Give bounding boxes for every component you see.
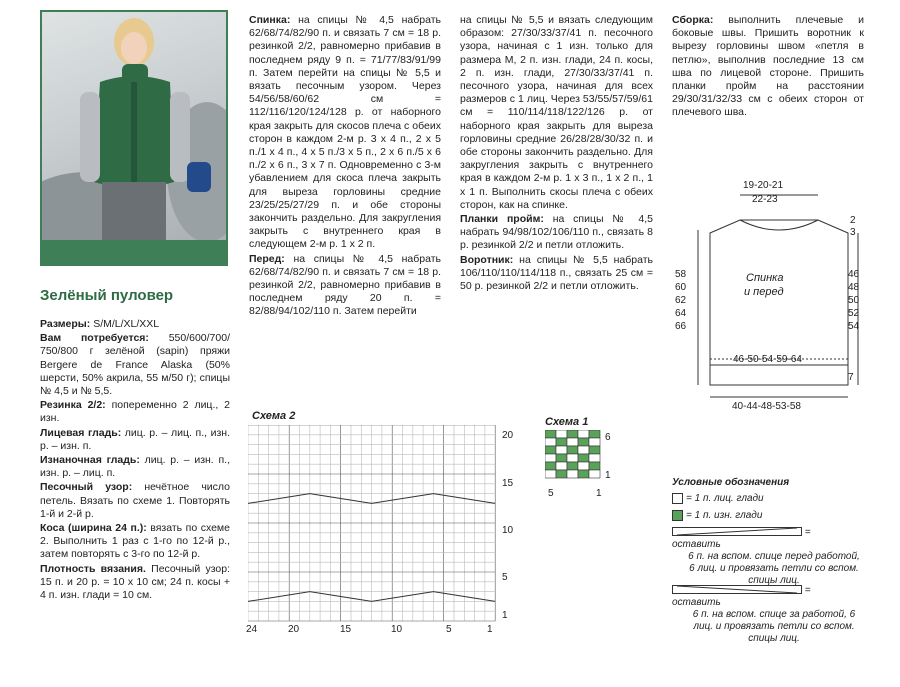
- garment-schematic: [670, 175, 870, 425]
- cable-front-icon: [672, 527, 802, 537]
- schema1-cell: [567, 438, 578, 446]
- schema1-cell: [545, 470, 556, 478]
- cable-line: Коса (ширина 24 п.): вязать по схеме 2. Выполнить 1 раз с 1-го по 12-й р., затем повторять с 3-го по 12-й р.: [40, 522, 230, 561]
- shoulder-dim-b: 3: [850, 227, 856, 238]
- schema2-y-tick: 5: [502, 572, 508, 583]
- schema1-cell: [589, 454, 600, 462]
- neck-top-dim: 19-20-21: [743, 180, 784, 191]
- schema1-cell: [545, 462, 556, 470]
- schema2-x-tick: 20: [288, 624, 300, 635]
- dimension-value: 64: [675, 308, 687, 319]
- chest-dim: 46-50-54-59-64: [733, 354, 802, 365]
- materials-column: [40, 318, 230, 603]
- schema2-x-tick: 24: [246, 624, 258, 635]
- schema1-cell: [578, 454, 589, 462]
- dimension-value: 52: [848, 308, 860, 319]
- rib-dim: 7: [848, 372, 854, 383]
- schema2-grid: [248, 425, 498, 625]
- legend-knit: = 1 п. лиц. глади: [672, 493, 764, 505]
- stockinette-line: Лицевая гладь: лиц. р. – лиц. п., изн. р. – изн. п.: [40, 426, 231, 452]
- schema1-cell: [567, 470, 578, 478]
- schema1-cell: [589, 462, 600, 470]
- schema1-col-right: 1: [596, 488, 602, 499]
- schema1-col-left: 5: [548, 488, 554, 499]
- schema2-x-tick: 10: [391, 624, 403, 635]
- schema1-cell: [578, 462, 589, 470]
- photo-scene: [42, 12, 226, 240]
- dimension-value: 60: [675, 282, 687, 293]
- schema1-cell: [567, 454, 578, 462]
- pattern-title: Зелёный пуловер: [40, 287, 174, 304]
- density-line: Плотность вязания. Песочный узор: 15 п. и 20 р. = 10 х 10 см; 24 п. косы + 4 п. изн. глади = 10 см.: [40, 562, 230, 602]
- schema1-cell: [545, 446, 556, 454]
- schema1-cell: [556, 430, 567, 438]
- schema1-cell: [556, 470, 567, 478]
- legend-purl: = 1 п. изн. глади: [672, 510, 762, 522]
- schema2-title: Схема 2: [252, 410, 296, 422]
- purl-icon: [672, 510, 683, 521]
- legend-title: Условные обозначения: [672, 477, 790, 488]
- model-photo-icon: [42, 12, 226, 240]
- materials-line: Вам потребуется: 550/600/700/ 750/800 г зелёной (sapin) пряжи Bergere de France Alaska (50% шерсти, 50% акрила, 55 м/50 г); спицы № 4,5 и № 5,5.: [40, 332, 230, 398]
- schema1-grid: [545, 430, 605, 480]
- dimension-value: 50: [848, 295, 860, 306]
- dimension-value: 58: [675, 269, 687, 280]
- dimension-value: 54: [848, 321, 860, 332]
- schema2-y-tick: 15: [502, 478, 514, 489]
- rib-line: Резинка 2/2: попеременно 2 лиц., 2 изн.: [40, 399, 231, 425]
- schema1-cell: [578, 446, 589, 454]
- neck-bottom-dim: 22-23: [752, 194, 778, 205]
- schema1-cell: [556, 446, 567, 454]
- schema1-cell: [545, 430, 556, 438]
- right-dimensions: [848, 268, 859, 333]
- schema1-cell: [567, 430, 578, 438]
- collar-section: Воротник: на спицы № 5,5 набрать 106/110/110/114/118 п., связать 25 см = 50 р. резинкой 2/2 и петли отложить.: [460, 253, 653, 293]
- sizes-line: Размеры: S/M/L/XL/XXL: [40, 318, 160, 330]
- front-continued-column: [460, 14, 653, 294]
- schema1-cell: [578, 470, 589, 478]
- dimension-value: 48: [848, 282, 860, 293]
- schema1-cell: [589, 430, 600, 438]
- dimension-value: 46: [848, 269, 860, 280]
- schema1-cell: [589, 446, 600, 454]
- dimension-value: 62: [675, 295, 687, 306]
- schema1-cell: [556, 462, 567, 470]
- schema1-cell: [545, 438, 556, 446]
- schema1-cell: [567, 462, 578, 470]
- schema2-y-tick: 20: [502, 430, 514, 441]
- shoulder-dim-a: 2: [850, 215, 856, 226]
- schema1-cell: [556, 438, 567, 446]
- schema2-x-tick: 15: [340, 624, 352, 635]
- sand-line: Песочный узор: нечётное число петель. Вязать по схеме 1. Повторять 1-й и 2-й р.: [40, 481, 230, 520]
- schema1-cell: [589, 470, 600, 478]
- schema1-cell: [578, 430, 589, 438]
- schema1-row-bottom: 1: [605, 470, 611, 481]
- schema1-cell: [589, 438, 600, 446]
- schema1-title: Схема 1: [545, 416, 589, 428]
- dimension-value: 66: [675, 321, 687, 332]
- armhole-section: Планки пройм: на спицы № 4,5 набрать 94/98/102/106/110 п., связать 8 р. резинкой 2/2 и петли отложить.: [460, 213, 653, 252]
- front-continued: на спицы № 5,5 и вязать следующим образом: 27/30/33/37/41 п. песочного узора, начиная с 1 изн. только для размера M, 2 п. изн. глади, 24 п. косы, 2 п. изн. глади, 27/30/33/37/41 п. песочного узора, начиная для всех размеров с 1 лиц. Через 53/55/57/59/61 см = 110/114/118/122/126 р. от наборного края закрыть для выреза горловины средние 26/28/28/30/32 п. и обе стороны закончить раздельно. Для закругления закрыть с внутреннего края в каждом 2-м р. 1 х 3 п., 1 х 2 п., 1 х 1 п. Выполнить скосы плеча с обеих сторон, как на спинке.: [460, 14, 653, 211]
- legend-cable-back: = оставить 6 п. на вспом. спице за работой, 6 лиц. и провязать петли со вспом. спицы лиц.: [672, 585, 856, 644]
- assembly-column: [672, 14, 864, 121]
- schema2-x-tick: 5: [446, 624, 452, 635]
- left-dimensions: [675, 268, 686, 333]
- assembly-section: Сборка: выполнить плечевые и боковые швы. Пришить воротник к вырезу горловины швом «петля в петлю», выполнив последние 13 см шва по лицевой стороне. Пришить планки пройм на расстоянии 29/30/31/32/33 см с обеих сторон от плечевого шва.: [672, 14, 864, 119]
- knit-icon: [672, 493, 683, 504]
- schema2-y-tick: 10: [502, 525, 514, 536]
- schema2-y-tick: 1: [502, 610, 508, 621]
- schema1-cell: [556, 454, 567, 462]
- schema1-cell: [567, 446, 578, 454]
- bottom-dim: 40-44-48-53-58: [732, 401, 801, 412]
- back-front-column: [249, 14, 441, 320]
- piece-label-2: и перед: [744, 286, 784, 298]
- schema2-x-tick: 1: [487, 624, 493, 635]
- cable-back-icon: [672, 585, 802, 595]
- front-section: Перед: на спицы № 4,5 набрать 62/68/74/82/90 п. и связать 7 см = 18 р. резинкой 2/2, равномерно прибавив в последнем ряду 20 п. = 82/88/94/102/110 п. Затем перейти: [249, 252, 441, 318]
- schema1-cell: [578, 438, 589, 446]
- schema1-row-top: 6: [605, 432, 611, 443]
- back-section: Спинка: на спицы № 4,5 набрать 62/68/74/82/90 п. и связать 7 см = 18 р. резинкой 2/2, равномерно прибавив в последнем ряду 9 п. = 71/77/83/91/99 п. Затем перейти на спицы № 5,5 и вязать песочным узором. Через 54/56/58/60/62 см = 112/116/120/124/128 р. от наборного края закрыть для скосов плеча с обеих сторон в каждом 2-м р. 3 х 4 п., 2 х 5 п./1 х 4 п., 4 х 5 п./3 х 5 п., 2 х 6 п./5 х 6 п./2 х 6 п., 3 х 7 п. Одновременно с 3-м убавлением для скоса плеча закрыть для выреза горловины средние 23/25/25/27/29 п. и обе стороны закончить раздельно. Для закругления закрыть с внутреннего края в следующем 2-м р. 1 х 2 п.: [249, 14, 441, 251]
- model-photo: [40, 10, 228, 266]
- reverse-line: Изнаночная гладь: лиц. р. – изн. п., изн. р. – лиц. п.: [40, 454, 230, 480]
- schema1-cell: [545, 454, 556, 462]
- piece-label-1: Спинка: [746, 272, 784, 284]
- legend-cable-front: = оставить 6 п. на вспом. спице перед работой, 6 лиц. и провязать петли со вспом. спицы лиц.: [672, 527, 860, 586]
